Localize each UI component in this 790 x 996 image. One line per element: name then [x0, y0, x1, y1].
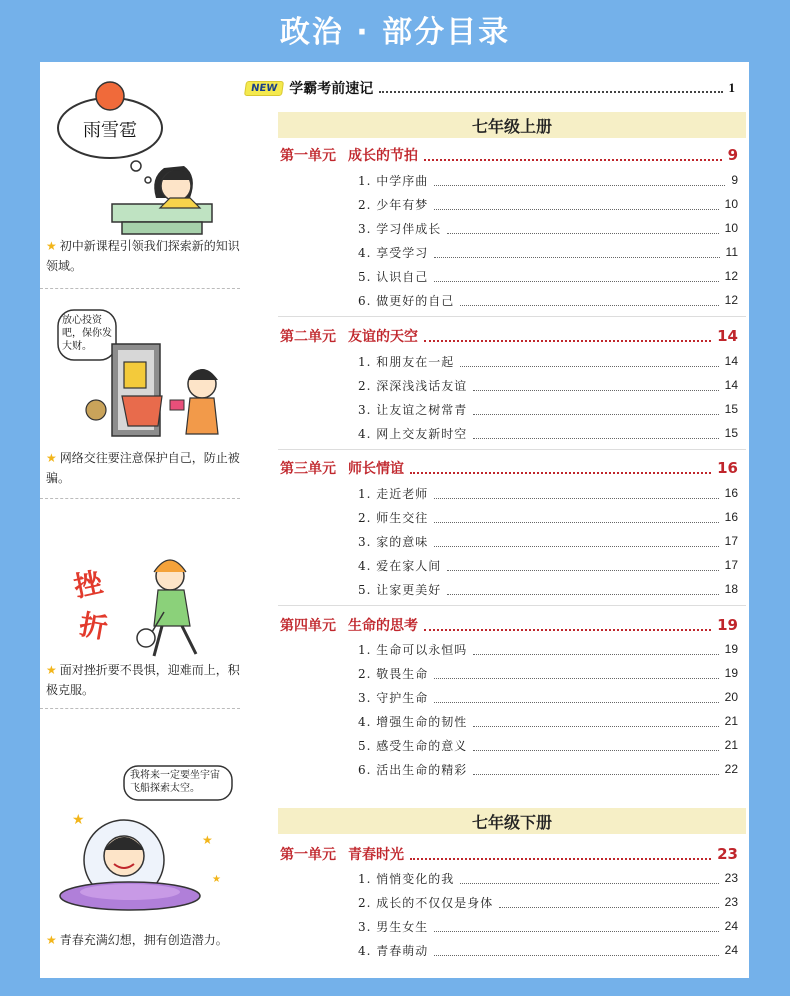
illustration-column [40, 62, 245, 978]
lesson-page: 19 [724, 642, 738, 656]
lesson-title: 5. 让家更美好 [358, 582, 442, 597]
lesson-title: 4. 网上交友新时空 [358, 426, 468, 441]
lesson-page: 17 [724, 558, 738, 572]
lesson-title: 1. 中学序曲 [358, 173, 429, 188]
frustration-word-2: 折 [76, 607, 111, 646]
lesson-title: 3. 守护生命 [358, 690, 429, 705]
unit-row[interactable] [280, 843, 738, 865]
lesson-title: 6. 活出生命的精彩 [358, 762, 468, 777]
leader-dots [447, 570, 718, 571]
leader-dots [473, 726, 718, 727]
caption-2: ★ 网络交往要注意保护自己，防止被骗。 [46, 451, 240, 485]
space-bubble-text: 我将来一定要坐宇宙飞船探索太空。 [130, 770, 220, 794]
leader-dots [424, 340, 711, 342]
lesson-title: 3. 让友谊之树常青 [358, 402, 468, 417]
lesson-row[interactable] [358, 398, 738, 420]
unit-title: 成长的节拍 [348, 148, 418, 164]
lesson-title: 2. 敬畏生命 [358, 666, 429, 681]
lesson-title: 5. 认识自己 [358, 269, 429, 284]
lesson-page: 9 [731, 173, 738, 187]
lesson-page: 23 [724, 895, 738, 909]
unit-row[interactable] [280, 614, 738, 636]
toc-sheet [40, 62, 749, 978]
leader-dots [434, 281, 718, 282]
leader-dots [434, 678, 718, 679]
lesson-page: 24 [724, 919, 738, 933]
online-scam-illustration [52, 300, 242, 448]
lesson-row[interactable] [358, 289, 738, 311]
unit-page: 19 [717, 616, 738, 634]
divider [40, 708, 240, 709]
leader-dots [473, 774, 718, 775]
lesson-page: 17 [724, 534, 738, 548]
unit-number: 第二单元 [280, 329, 336, 345]
lesson-page: 11 [725, 245, 738, 259]
page-title: 政治 · 部分目录 [279, 15, 511, 50]
lesson-row[interactable] [358, 939, 738, 961]
star-icon: ★ [46, 239, 57, 253]
lesson-row[interactable] [358, 867, 738, 889]
new-item-row[interactable] [245, 76, 735, 100]
lesson-page: 12 [724, 293, 738, 307]
leader-dots [499, 907, 718, 908]
lesson-page: 16 [724, 486, 738, 500]
lesson-page: 15 [724, 426, 738, 440]
lesson-title: 3. 学习伴成长 [358, 221, 442, 236]
unit-page: 23 [717, 845, 738, 863]
grade-heading: 七年级上册 [278, 112, 746, 138]
lesson-page: 10 [724, 197, 738, 211]
lesson-title: 1. 走近老师 [358, 486, 429, 501]
leader-dots [434, 498, 718, 499]
lesson-row[interactable] [358, 350, 738, 372]
lesson-page: 15 [724, 402, 738, 416]
leader-dots [410, 858, 711, 860]
caption-1: ★ 初中新课程引领我们探索新的知识领域。 [46, 239, 240, 273]
leader-dots [447, 233, 718, 234]
lesson-row[interactable] [358, 422, 738, 444]
lesson-row[interactable] [358, 217, 738, 239]
leader-dots [473, 414, 718, 415]
star-icon: ★ [46, 663, 57, 677]
frustration-word-1: 挫 [70, 565, 106, 604]
unit-page: 9 [727, 146, 738, 164]
leader-dots [434, 257, 719, 258]
lesson-row[interactable] [358, 662, 738, 684]
new-item-page: 1 [728, 80, 735, 95]
svg-text:★: ★ [212, 874, 221, 885]
leader-dots [460, 883, 718, 884]
lesson-title: 1. 生命可以永恒吗 [358, 642, 468, 657]
lesson-row[interactable] [358, 374, 738, 396]
lesson-page: 22 [724, 762, 738, 776]
leader-dots [434, 546, 718, 547]
lesson-page: 21 [724, 738, 738, 752]
lesson-row[interactable] [358, 193, 738, 215]
leader-dots [473, 654, 718, 655]
unit-title: 师长情谊 [348, 461, 404, 477]
leader-dots [460, 366, 718, 367]
lesson-title: 3. 男生女生 [358, 919, 429, 934]
lesson-title: 4. 享受学习 [358, 245, 429, 260]
caption-3: ★ 面对挫折要不畏惧，迎难而上，积极克服。 [46, 663, 240, 697]
weather-bubble-text: 雨雪雹 [83, 120, 137, 141]
lesson-title: 2. 深深浅浅话友谊 [358, 378, 468, 393]
lesson-title: 1. 悄悄变化的我 [358, 871, 455, 886]
leader-dots [434, 209, 718, 210]
lesson-row[interactable] [358, 686, 738, 708]
caption-4: ★ 青春充满幻想，拥有创造潜力。 [46, 933, 228, 947]
lesson-title: 2. 少年有梦 [358, 197, 429, 212]
leader-dots [434, 522, 718, 523]
leader-dots [473, 750, 718, 751]
lesson-row[interactable] [358, 265, 738, 287]
unit-page: 14 [717, 327, 738, 345]
leader-dots [379, 91, 722, 93]
frustration-illustration [52, 554, 242, 662]
new-badge: NEW [244, 81, 284, 96]
leader-dots [434, 702, 718, 703]
unit-row[interactable] [280, 144, 738, 166]
lesson-title: 2. 成长的不仅仅是身体 [358, 895, 494, 910]
leader-dots [460, 305, 718, 306]
lesson-row[interactable] [358, 734, 738, 756]
lesson-page: 10 [724, 221, 738, 235]
divider [40, 288, 240, 289]
lesson-page: 21 [724, 714, 738, 728]
unit-number: 第三单元 [280, 461, 336, 477]
lesson-title: 1. 和朋友在一起 [358, 354, 455, 369]
lesson-page: 14 [724, 354, 738, 368]
unit-title: 生命的思考 [348, 618, 418, 634]
leader-dots [434, 185, 725, 186]
unit-row[interactable] [280, 325, 738, 347]
lesson-row[interactable] [358, 169, 738, 191]
space-dream-illustration [52, 764, 242, 928]
section-rule [278, 316, 746, 317]
lesson-title: 4. 青春萌动 [358, 943, 429, 958]
lesson-row[interactable] [358, 891, 738, 913]
unit-number: 第四单元 [280, 618, 336, 634]
grade-heading: 七年级下册 [278, 808, 746, 834]
lesson-row[interactable] [358, 758, 738, 780]
leader-dots [424, 159, 722, 161]
lesson-page: 14 [724, 378, 738, 392]
thinking-girl-illustration [52, 76, 242, 236]
lesson-row[interactable] [358, 578, 738, 600]
unit-number: 第一单元 [280, 148, 336, 164]
lesson-page: 12 [724, 269, 738, 283]
scam-bubble-text: 放心投资吧，保你发大财。 [62, 315, 112, 352]
lesson-page: 19 [724, 666, 738, 680]
svg-text:★: ★ [202, 833, 213, 847]
lesson-row[interactable] [358, 530, 738, 552]
lesson-row[interactable] [358, 710, 738, 732]
lesson-page: 16 [724, 510, 738, 524]
new-item-title: 学霸考前速记 [289, 81, 374, 97]
lesson-row[interactable] [358, 638, 738, 660]
lesson-title: 2. 师生交往 [358, 510, 429, 525]
lesson-row[interactable] [358, 915, 738, 937]
leader-dots [434, 931, 718, 932]
lesson-title: 4. 增强生命的韧性 [358, 714, 468, 729]
lesson-row[interactable] [358, 482, 738, 504]
section-rule [278, 605, 746, 606]
divider [40, 498, 240, 499]
lesson-row[interactable] [358, 241, 738, 263]
lesson-title: 6. 做更好的自己 [358, 293, 455, 308]
lesson-title: 5. 感受生命的意义 [358, 738, 468, 753]
lesson-title: 3. 家的意味 [358, 534, 429, 549]
star-icon: ★ [46, 451, 57, 465]
unit-title: 青春时光 [348, 847, 404, 863]
unit-number: 第一单元 [280, 847, 336, 863]
lesson-row[interactable] [358, 506, 738, 528]
leader-dots [424, 629, 711, 631]
leader-dots [473, 438, 718, 439]
leader-dots [447, 594, 718, 595]
leader-dots [410, 472, 711, 474]
unit-title: 友谊的天空 [348, 329, 418, 345]
svg-text:★: ★ [72, 812, 85, 828]
unit-page: 16 [717, 459, 738, 477]
unit-row[interactable] [280, 457, 738, 479]
section-rule [278, 449, 746, 450]
leader-dots [473, 390, 718, 391]
lesson-page: 20 [724, 690, 738, 704]
leader-dots [434, 955, 718, 956]
star-icon: ★ [46, 933, 57, 947]
lesson-title: 4. 爱在家人间 [358, 558, 442, 573]
lesson-row[interactable] [358, 554, 738, 576]
lesson-page: 23 [724, 871, 738, 885]
lesson-page: 24 [724, 943, 738, 957]
lesson-page: 18 [724, 582, 738, 596]
